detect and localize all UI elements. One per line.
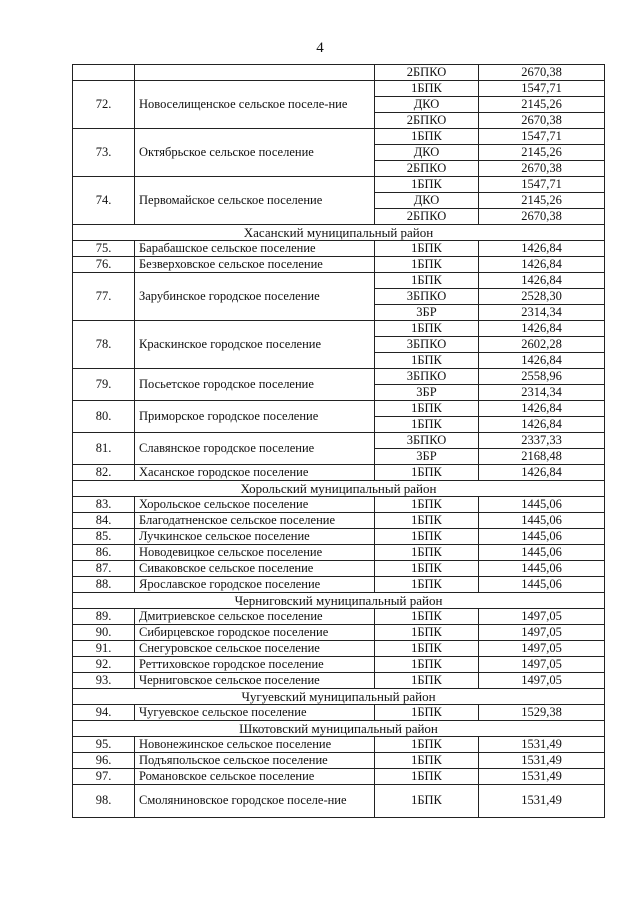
row-number: 79. [73, 369, 135, 401]
tariff-value: 1547,71 [479, 81, 605, 97]
table-row [73, 737, 605, 753]
table-row [73, 65, 605, 81]
settlement-name: Посьетское городское поселение [135, 369, 375, 401]
row-number: 82. [73, 465, 135, 481]
tariff-value: 1529,38 [479, 705, 605, 721]
settlement-name: Новодевицкое сельское поселение [135, 545, 375, 561]
settlement-name: Ярославское городское поселение [135, 577, 375, 593]
settlement-name: Черниговское сельское поселение [135, 673, 375, 689]
district-name: Черниговский муниципальный район [73, 593, 605, 609]
settlement-name: Новонежинское сельское поселение [135, 737, 375, 753]
tariff-value: 2602,28 [479, 337, 605, 353]
settlement-name: Краскинское городское поселение [135, 321, 375, 369]
tariff-value: 1426,84 [479, 353, 605, 369]
row-number: 77. [73, 273, 135, 321]
tariff-value: 1426,84 [479, 273, 605, 289]
building-category: 1БПК [375, 561, 479, 577]
building-category: 1БПК [375, 753, 479, 769]
district-row [73, 225, 605, 241]
building-category: 3БПКО [375, 433, 479, 449]
building-category: 1БПК [375, 177, 479, 193]
table-row [73, 641, 605, 657]
building-category: 1БПК [375, 625, 479, 641]
building-category: 1БПК [375, 273, 479, 289]
building-category: 1БПК [375, 465, 479, 481]
table-row [73, 625, 605, 641]
table-row [73, 529, 605, 545]
tariff-value: 2168,48 [479, 449, 605, 465]
district-row [73, 593, 605, 609]
settlement-name: Реттиховское городское поселение [135, 657, 375, 673]
table-row [73, 129, 605, 145]
tariff-value: 1445,06 [479, 577, 605, 593]
row-number: 73. [73, 129, 135, 177]
row-number: 95. [73, 737, 135, 753]
tariff-value: 2314,34 [479, 305, 605, 321]
table-row [73, 769, 605, 785]
settlement-name: Дмитриевское сельское поселение [135, 609, 375, 625]
row-number [73, 65, 135, 81]
settlement-name: Хорольское сельское поселение [135, 497, 375, 513]
settlement-name: Славянское городское поселение [135, 433, 375, 465]
row-number: 76. [73, 257, 135, 273]
tariff-value: 1547,71 [479, 129, 605, 145]
tariff-value: 2145,26 [479, 97, 605, 113]
table-row [73, 241, 605, 257]
building-category: 1БПК [375, 353, 479, 369]
row-number: 84. [73, 513, 135, 529]
building-category: 1БПК [375, 257, 479, 273]
building-category: 1БПК [375, 577, 479, 593]
building-category: 2БПКО [375, 113, 479, 129]
building-category: 1БПК [375, 129, 479, 145]
building-category: ДКО [375, 193, 479, 209]
settlement-name: Лучкинское сельское поселение [135, 529, 375, 545]
row-number: 94. [73, 705, 135, 721]
table-row [73, 609, 605, 625]
building-category: 1БПК [375, 513, 479, 529]
row-number: 93. [73, 673, 135, 689]
table-row [73, 657, 605, 673]
row-number: 83. [73, 497, 135, 513]
tariff-value: 1426,84 [479, 465, 605, 481]
building-category: 1БПК [375, 785, 479, 818]
table-row [73, 577, 605, 593]
tariff-value: 2670,38 [479, 65, 605, 81]
tariff-value: 1547,71 [479, 177, 605, 193]
settlement-name: Первомайское сельское поселение [135, 177, 375, 225]
building-category: 3БР [375, 449, 479, 465]
settlement-name: Октябрьское сельское поселение [135, 129, 375, 177]
tariff-value: 2314,34 [479, 385, 605, 401]
building-category: 1БПК [375, 241, 479, 257]
building-category: 1БПК [375, 673, 479, 689]
table-row [73, 785, 605, 818]
building-category: 1БПК [375, 417, 479, 433]
district-name: Хорольский муниципальный район [73, 481, 605, 497]
building-category: 1БПК [375, 769, 479, 785]
row-number: 86. [73, 545, 135, 561]
settlement-name: Сиваковское сельское поселение [135, 561, 375, 577]
row-number: 91. [73, 641, 135, 657]
tariff-value: 2670,38 [479, 161, 605, 177]
table-row [73, 465, 605, 481]
tariff-value: 1445,06 [479, 545, 605, 561]
row-number: 90. [73, 625, 135, 641]
settlement-name: Безверховское сельское поселение [135, 257, 375, 273]
table-row [73, 513, 605, 529]
settlement-name: Сибирцевское городское поселение [135, 625, 375, 641]
tariff-value: 1531,49 [479, 753, 605, 769]
tariff-value: 1426,84 [479, 241, 605, 257]
district-name: Чугуевский муниципальный район [73, 689, 605, 705]
row-number: 89. [73, 609, 135, 625]
table-row [73, 753, 605, 769]
building-category: 1БПК [375, 705, 479, 721]
building-category: 1БПК [375, 657, 479, 673]
table-row [73, 81, 605, 97]
building-category: 1БПК [375, 321, 479, 337]
table-row [73, 369, 605, 385]
settlement-name [135, 65, 375, 81]
tariff-value: 1531,49 [479, 737, 605, 753]
table-row [73, 705, 605, 721]
row-number: 85. [73, 529, 135, 545]
table-row [73, 561, 605, 577]
building-category: ДКО [375, 97, 479, 113]
row-number: 97. [73, 769, 135, 785]
building-category: 1БПК [375, 497, 479, 513]
tariff-value: 1497,05 [479, 625, 605, 641]
tariff-table [72, 64, 605, 818]
tariff-value: 1445,06 [479, 529, 605, 545]
tariff-value: 1426,84 [479, 257, 605, 273]
district-row [73, 689, 605, 705]
settlement-name: Зарубинское городское поселение [135, 273, 375, 321]
tariff-value: 2670,38 [479, 209, 605, 225]
building-category: 2БПКО [375, 161, 479, 177]
tariff-value: 1445,06 [479, 561, 605, 577]
row-number: 80. [73, 401, 135, 433]
table-row [73, 673, 605, 689]
page-number: 4 [316, 40, 324, 56]
district-name: Шкотовский муниципальный район [73, 721, 605, 737]
row-number: 98. [73, 785, 135, 818]
tariff-value: 1426,84 [479, 401, 605, 417]
building-category: 1БПК [375, 529, 479, 545]
tariff-value: 2337,33 [479, 433, 605, 449]
district-row [73, 481, 605, 497]
tariff-value: 1531,49 [479, 785, 605, 818]
tariff-value: 1531,49 [479, 769, 605, 785]
table-row [73, 321, 605, 337]
table-row [73, 273, 605, 289]
row-number: 81. [73, 433, 135, 465]
building-category: 3БПКО [375, 337, 479, 353]
building-category: 2БПКО [375, 65, 479, 81]
settlement-name: Барабашское сельское поселение [135, 241, 375, 257]
building-category: 1БПК [375, 609, 479, 625]
tariff-value: 2145,26 [479, 193, 605, 209]
tariff-value: 1497,05 [479, 657, 605, 673]
tariff-value: 1497,05 [479, 609, 605, 625]
settlement-name: Чугуевское сельское поселение [135, 705, 375, 721]
settlement-name: Хасанское городское поселение [135, 465, 375, 481]
settlement-name: Романовское сельское поселение [135, 769, 375, 785]
tariff-value: 2558,96 [479, 369, 605, 385]
tariff-value: 1497,05 [479, 641, 605, 657]
settlement-name: Снегуровское сельское поселение [135, 641, 375, 657]
tariff-value: 2670,38 [479, 113, 605, 129]
settlement-name: Благодатненское сельское поселение [135, 513, 375, 529]
building-category: 3БПКО [375, 289, 479, 305]
settlement-name: Смоляниновское городское поселе-ние [135, 785, 375, 818]
settlement-name: Подъяпольское сельское поселение [135, 753, 375, 769]
tariff-value: 1426,84 [479, 321, 605, 337]
building-category: 1БПК [375, 81, 479, 97]
building-category: ДКО [375, 145, 479, 161]
tariff-value: 1426,84 [479, 417, 605, 433]
row-number: 96. [73, 753, 135, 769]
building-category: 1БПК [375, 545, 479, 561]
tariff-value: 2145,26 [479, 145, 605, 161]
tariff-value: 1445,06 [479, 497, 605, 513]
row-number: 72. [73, 81, 135, 129]
settlement-name: Новоселищенское сельское поселе-ние [135, 81, 375, 129]
building-category: 1БПК [375, 401, 479, 417]
row-number: 75. [73, 241, 135, 257]
building-category: 2БПКО [375, 209, 479, 225]
row-number: 92. [73, 657, 135, 673]
building-category: 3БР [375, 385, 479, 401]
table-row [73, 257, 605, 273]
building-category: 1БПК [375, 641, 479, 657]
tariff-value: 1445,06 [479, 513, 605, 529]
tariff-value: 2528,30 [479, 289, 605, 305]
building-category: 3БР [375, 305, 479, 321]
tariff-value: 1497,05 [479, 673, 605, 689]
table-row [73, 401, 605, 417]
table-row [73, 433, 605, 449]
table-row [73, 177, 605, 193]
district-row [73, 721, 605, 737]
row-number: 74. [73, 177, 135, 225]
table-row [73, 545, 605, 561]
district-name: Хасанский муниципальный район [73, 225, 605, 241]
building-category: 1БПК [375, 737, 479, 753]
table-row [73, 497, 605, 513]
row-number: 78. [73, 321, 135, 369]
settlement-name: Приморское городское поселение [135, 401, 375, 433]
row-number: 87. [73, 561, 135, 577]
building-category: 3БПКО [375, 369, 479, 385]
row-number: 88. [73, 577, 135, 593]
